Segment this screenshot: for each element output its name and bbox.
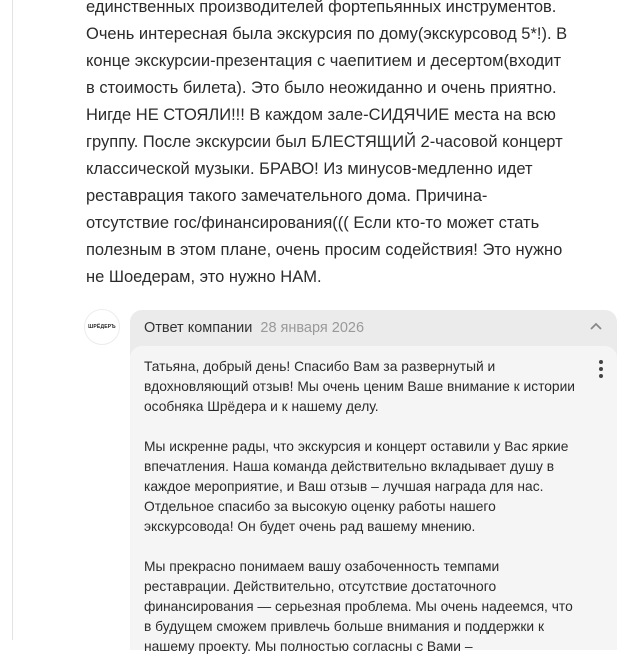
review-line: реставрация такого замечательного дома. Причина- — [86, 187, 488, 205]
review-text — [86, 0, 640, 291]
review-line: классической музыки. БРАВО! Из минусов-медленно идет — [86, 160, 533, 178]
review-line: Нигде НЕ СТОЯЛИ!!! В каждом зале-СИДЯЧИЕ места на всю — [86, 106, 556, 124]
reply-paragraph: Мы прекрасно понимаем вашу озабоченность темпами реставрации. Действительно, отсутствие достаточного финансирования — серьезная проблема. Мы очень надеемся, что в будущем сможем привлечь больше внимания и поддержки к нашему проекту. Мы полностью согласны с Вами – — [144, 559, 573, 654]
reply-date: 28 января 2026 — [260, 320, 365, 336]
review-line: Очень интересная была экскурсия по дому(экскурсовод 5*!). В — [86, 25, 568, 43]
review-line: не Шоедерам, это нужно НАМ. — [86, 268, 322, 286]
thread-divider — [12, 0, 13, 640]
review-line: отсутствие гос/финансирования((( Если кто-то может стать — [86, 214, 540, 232]
review-line: единственных производителей фортепьянных инструментов. — [86, 0, 557, 16]
reply-title: Ответ компании — [144, 320, 253, 336]
review-line: группу. После экскурсии был БЛЕСТЯЩИЙ 2-часовой концерт — [86, 133, 563, 151]
review-line: полезным в этом плане, очень просим содействия! Это нужно — [86, 241, 563, 259]
company-logo-text: ШРЁДЕРЪ — [88, 324, 116, 330]
reply-paragraph: Мы искренне рады, что экскурсия и концерт оставили у Вас яркие впечатления. Наша команда действительно вкладывает душу в каждое мероприятие, и Ваш отзыв – лучшая награда для нас. Отдельное спасибо за высокую оценку работы нашего экскурсовода! Он будет очень рад вашему мнению. — [144, 439, 569, 534]
reply-paragraph: Татьяна, добрый день! Спасибо Вам за развернутый и вдохновляющий отзыв! Мы очень ценим Ваше внимание к истории особняка Шрёдера и к нашему делу. — [144, 359, 576, 414]
review-line: конце экскурсии-презентация с чаепитием и десертом(входит — [86, 52, 562, 70]
company-reply — [130, 310, 617, 654]
reply-body — [130, 346, 617, 654]
review-line: в стоимость билета). Это было неожиданно и очень приятно. — [86, 79, 557, 97]
chevron-up-icon[interactable] — [589, 320, 603, 334]
more-options-icon[interactable] — [599, 360, 603, 381]
company-avatar[interactable] — [84, 309, 120, 345]
company-reply-header[interactable] — [130, 310, 617, 346]
